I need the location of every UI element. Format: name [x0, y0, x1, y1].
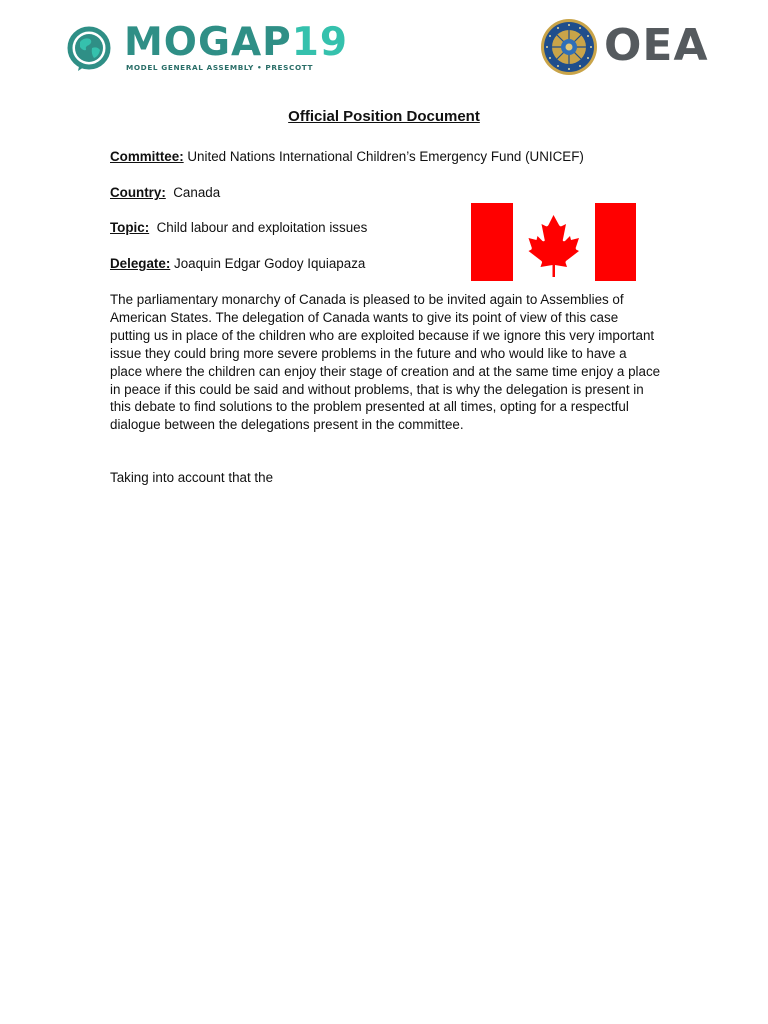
document-title: Official Position Document: [288, 108, 480, 125]
topic-field: [110, 220, 367, 235]
delegate-label: Delegate:: [110, 256, 171, 271]
committee-value: United Nations International Children’s Emergency Fund (UNICEF): [187, 149, 584, 164]
mogap-logo: [66, 20, 349, 76]
committee-field: [110, 149, 584, 164]
country-label: Country:: [110, 185, 166, 200]
country-field: [110, 185, 220, 200]
mogap-wordmark: [124, 20, 348, 65]
mogap-name: MOGAP: [124, 20, 292, 65]
canada-flag-icon: [471, 203, 636, 281]
globe-chat-icon: [66, 26, 112, 72]
topic-label: Topic:: [110, 220, 150, 235]
oea-wordmark: OEA: [604, 20, 709, 71]
country-value: Canada: [173, 185, 221, 200]
mogap-number: 19: [291, 20, 349, 65]
mogap-tagline: MODEL GENERAL ASSEMBLY • PRESCOTT: [126, 63, 314, 72]
delegate-field: [110, 256, 365, 271]
body-paragraph-continued: Taking into account that the: [110, 470, 274, 485]
oea-logo: [538, 14, 709, 80]
committee-label: Committee:: [110, 149, 184, 164]
oas-seal-icon: [540, 18, 598, 76]
body-paragraph: The parliamentary monarchy of Canada is pleased to be invited again to Assemblies of American States. The delegation of Canada wants to give its point of view of this case putting us in place of the children who are exploited because if we ignore this very important issue they could bring more severe problems in the future and who would like to have a place where the children can enjoy their stage of creation and at the same time enjoy a place in peace if this could be said and without problems, that is why the delegation is present in this debate to find solutions to the problem presented at all times, opting for a respectful dialogue between the delegations present in the committee.: [110, 292, 661, 433]
delegate-value: Joaquin Edgar Godoy Iquiapaza: [174, 256, 366, 271]
topic-value: Child labour and exploitation issues: [156, 220, 368, 235]
